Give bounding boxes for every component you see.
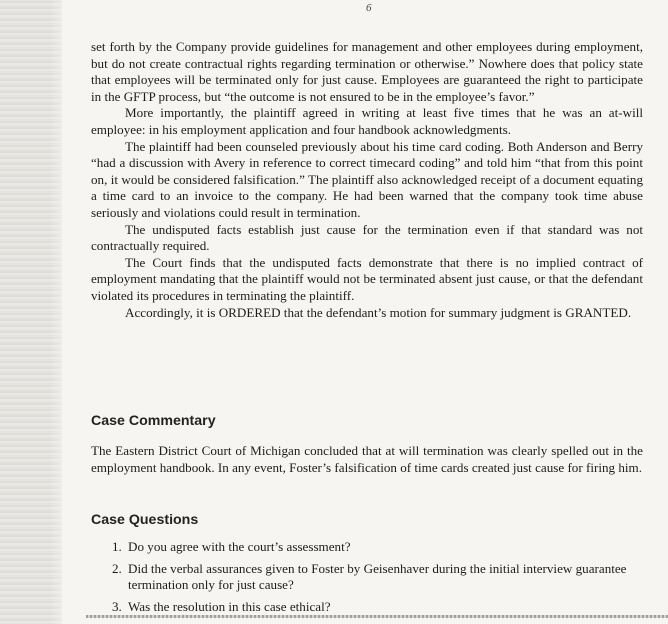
opinion-paragraph: set forth by the Company provide guidelines for management and other employees during employment, but do not create contractual rights regarding termination or otherwise.” Nowhere does that policy state that employees will be terminated only for just cause. Employees are guaranteed the right to participate in the GFTP process, but “the outcome is not ensured to be in the employee’s favor.”	[91, 39, 643, 104]
case-commentary-body	[91, 443, 643, 476]
page-mark: 6	[366, 2, 372, 14]
question-number: 1.	[112, 539, 122, 554]
opinion-paragraph: Accordingly, it is ORDERED that the defendant’s motion for summary judgment is GRANTED.	[125, 304, 632, 320]
question-number: 3.	[112, 598, 122, 614]
case-questions-list	[112, 539, 642, 620]
question-text: Do you agree with the court’s assessment?	[128, 539, 351, 554]
opinion-paragraph: The plaintiff had been counseled previously about his time card coding. Both Anderson and Berry “had a discussion with Avery in reference to correct timecard coding” and told him “that from this point on, it would be considered falsification.” The plaintiff also acknowledged receipt of a document equating a time card to an invoice to the company. He had been warned that the company took time abuse seriously and violations could result in termination.	[91, 138, 643, 220]
question-item	[112, 539, 642, 556]
question-text: Did the verbal assurances given to Foster by Geisenhaver during the initial interview guarantee termination only for just cause?	[128, 560, 627, 593]
question-item	[112, 599, 642, 616]
opinion-text	[91, 39, 643, 321]
opinion-paragraph: The undisputed facts establish just cause for the termination even if that standard was not contractually required.	[91, 221, 643, 254]
opinion-paragraph: The Court finds that the undisputed facts demonstrate that there is no implied contract of employment mandating that the plaintiff would not be terminated absent just cause, or that the defendant violated its procedures in terminating the plaintiff.	[91, 254, 643, 303]
question-number: 2.	[112, 560, 122, 576]
question-item	[112, 561, 642, 594]
page-edge-fade	[50, 0, 72, 624]
case-questions-heading: Case Questions	[91, 512, 199, 528]
question-text: Was the resolution in this case ethical?	[128, 598, 331, 614]
page-bottom-rule	[86, 615, 668, 618]
commentary-paragraph: The Eastern District Court of Michigan concluded that at will termination was clearly spelled out in the employment handbook. In any event, Foster’s falsification of time cards created just cause for firing him.	[91, 443, 643, 475]
opinion-paragraph: More importantly, the plaintiff agreed in writing at least five times that he was an at-will employee: in his employment application and four handbook acknowledgments.	[91, 105, 643, 137]
case-commentary-heading: Case Commentary	[91, 413, 216, 429]
